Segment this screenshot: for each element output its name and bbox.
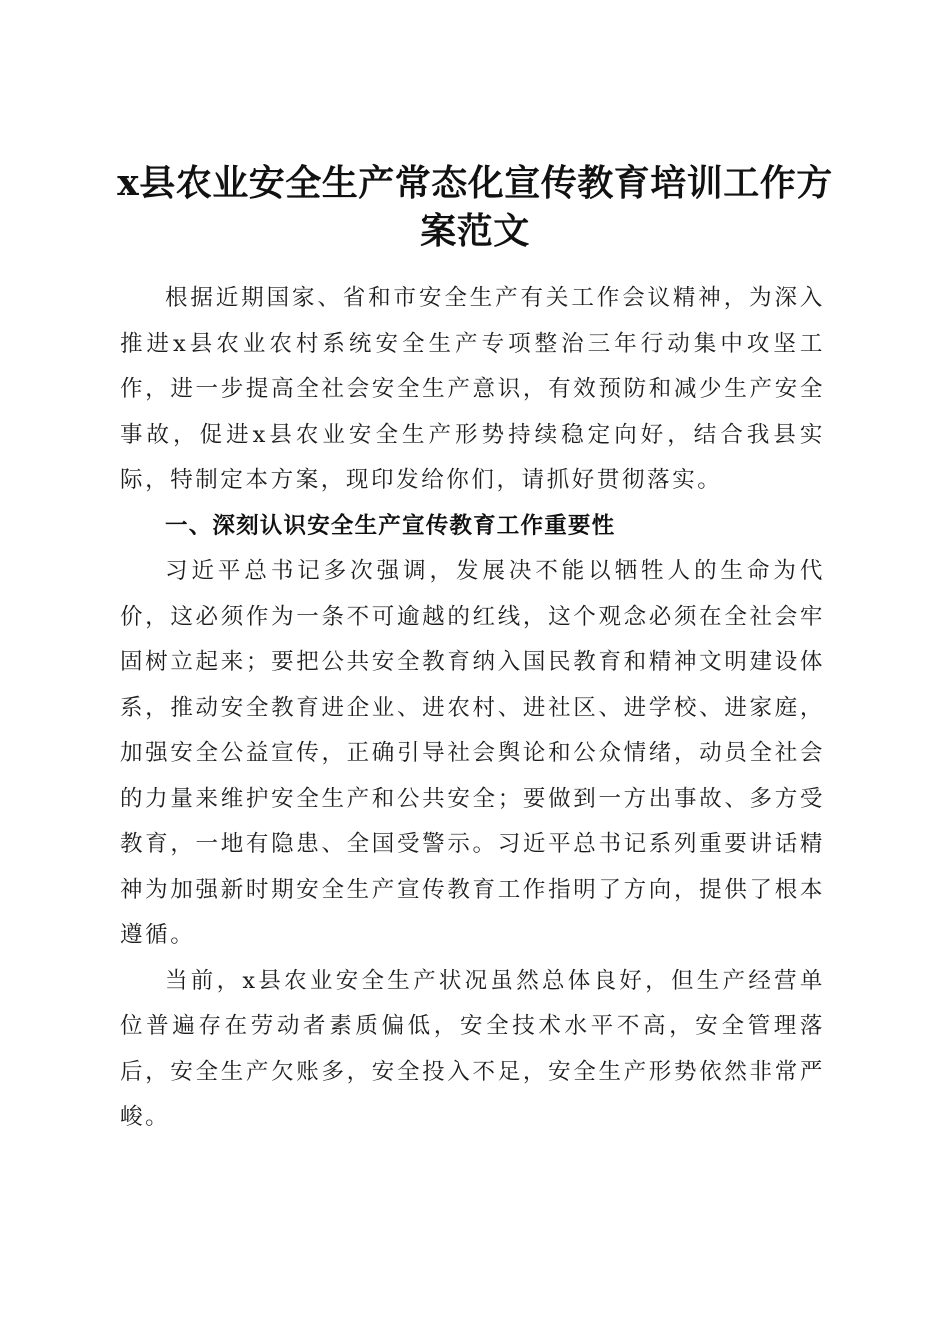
section-paragraph: 当前，x县农业安全生产状况虽然总体良好，但生产经营单位普遍存在劳动者素质偏低，安全技术水平不高，安全管理落后，安全生产欠账多，安全投入不足，安全生产形势依然非常严峻。: [120, 967, 825, 1130]
document-body: [120, 276, 825, 1141]
section-heading: 一、深刻认识安全生产宣传教育工作重要性: [165, 512, 616, 539]
document-title: x县农业安全生产常态化宣传教育培训工作方案范文: [117, 162, 833, 253]
intro-paragraph: 根据近期国家、省和市安全生产有关工作会议精神，为深入推进x县农业农村系统安全生产专项整治三年行动集中攻坚工作，进一步提高全社会安全生产意识，有效预防和减少生产安全事故，促进x县农业安全生产形势持续稳定向好，结合我县实际，特制定本方案，现印发给你们，请抓好贯彻落实。: [120, 285, 825, 493]
section-paragraph: 习近平总书记多次强调，发展决不能以牺牲人的生命为代价，这必须作为一条不可逾越的红线，这个观念必须在全社会牢固树立起来；要把公共安全教育纳入国民教育和精神文明建设体系，推动安全教育进企业、进农村、进社区、进学校、进家庭，加强安全公益宣传，正确引导社会舆论和公众情绪，动员全社会的力量来维护安全生产和公共安全；要做到一方出事故、多方受教育，一地有隐患、全国受警示。习近平总书记系列重要讲话精神为加强新时期安全生产宣传教育工作指明了方向，提供了根本遵循。: [120, 558, 825, 948]
